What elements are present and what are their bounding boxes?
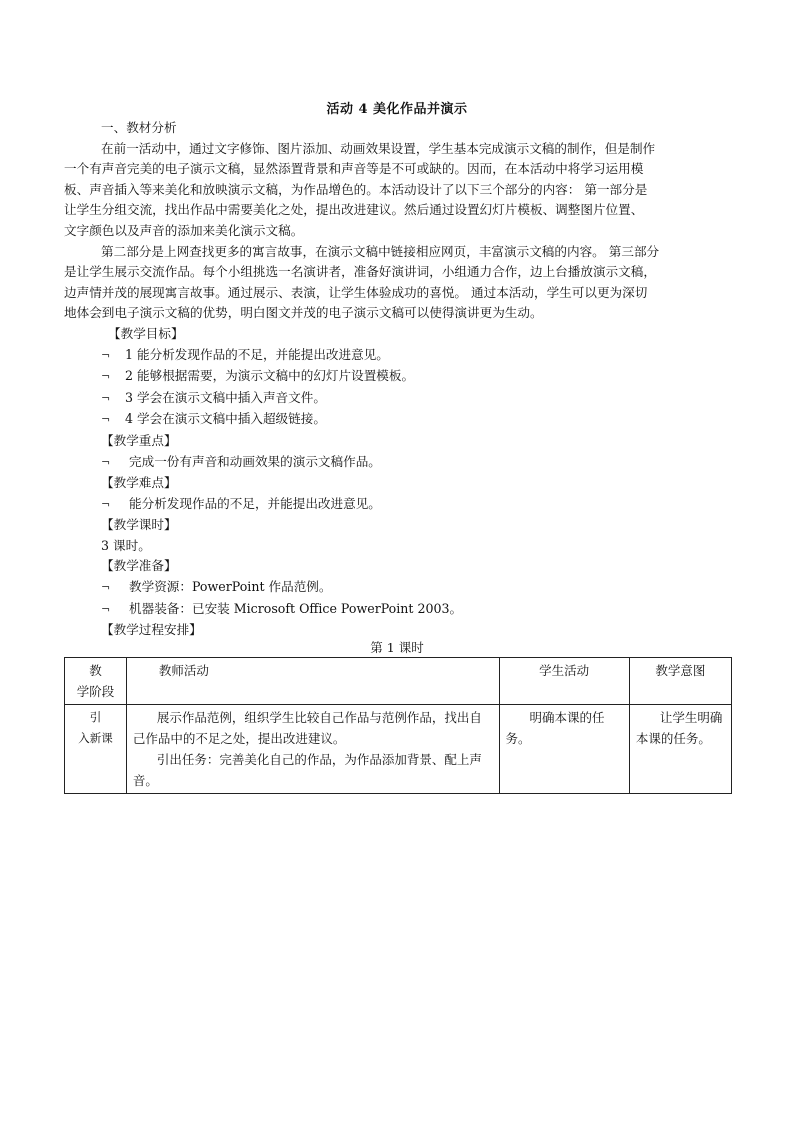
paragraph-line: 板、声音插入等来美化和放映演示文稿，为作品增色的。本活动设计了以下三个部分的内容： 第一部分是 [64,181,648,197]
cell-teacher-p2: 引出任务：完善美化自己的作品，为作品添加背景、配上声音。 [132,752,482,788]
document-body [64,118,732,641]
key-point-text: 完成一份有声音和动画效果的演示文稿作品。 [129,453,381,469]
preparation-heading: 【教学准备】 [101,558,177,574]
paragraph-line: 一个有声音完美的电子演示文稿，显然添置背景和声音等是不可或缺的。因而，在本活动中将学习运用模 [64,161,644,177]
cell-stage [65,705,127,794]
paragraph-line: 地体会到电子演示文稿的优势，明白图文并茂的电子演示文稿可以使得演讲更为生动。 [64,305,543,321]
preparation-text: 教学资源：PowerPoint 作品范例。 [129,579,332,595]
bullet-icon: ¬ [101,455,111,469]
goal-item [64,388,732,410]
goal-text: 1 能分析发现作品的不足，并能提出改进意见。 [125,346,389,362]
key-point-item [64,452,732,474]
goal-text: 2 能够根据需要，为演示文稿中的幻灯片设置模板。 [125,368,415,384]
cell-teacher [126,705,499,794]
process-heading: 【教学过程安排】 [101,622,202,638]
paragraph-line: 第二部分是上网查找更多的寓言故事，在演示文稿中链接相应网页，丰富演示文稿的内容。 第三部分 [101,243,660,259]
goal-item [64,409,732,431]
bullet-icon: ¬ [101,602,111,616]
table-header-row [65,658,732,705]
header-intent: 教学意图 [629,658,731,705]
bullet-icon: ¬ [101,413,111,427]
header-stage [65,658,127,705]
cell-intent: 让学生明确本课的任务。 [629,705,731,794]
preparation-item [64,599,732,621]
lesson-table [64,657,732,794]
key-points-heading: 【教学重点】 [101,432,177,448]
hours-text: 3 课时。 [101,537,151,553]
cell-student: 明确本课的任务。 [499,705,629,794]
goal-text: 3 学会在演示文稿中插入声音文件。 [125,389,326,405]
paragraph-1 [64,139,732,242]
cell-stage-line1: 引 [89,710,102,724]
difficulty-item [64,494,732,516]
goal-item [64,366,732,388]
goal-text: 4 学会在演示文稿中插入超级链接。 [125,411,326,427]
bullet-icon: ¬ [101,497,111,511]
bullet-icon: ¬ [101,581,111,595]
bullet-icon: ¬ [101,348,111,362]
paragraph-line: 文字颜色以及声音的添加来美化演示文稿。 [64,222,304,238]
goal-item [64,345,732,367]
header-stage-line2: 学阶段 [76,684,115,699]
preparation-item [64,577,732,599]
difficulty-text: 能分析发现作品的不足，并能提出改进意见。 [129,495,381,511]
section-heading-analysis: 一、教材分析 [101,120,177,135]
preparation-text: 机器装备：已安装 Microsoft Office PowerPoint 2003。 [129,600,463,616]
document-title: 活动 4 美化作品并演示 [326,102,468,117]
header-student: 学生活动 [499,658,629,705]
paragraph-line: 让学生分组交流，找出作品中需要美化之处，提出改进建议。然后通过设置幻灯片模板、调整图片位置、 [64,202,644,218]
difficulties-heading: 【教学难点】 [101,475,177,491]
cell-teacher-p1: 展示作品范例，组织学生比较自己作品与范例作品，找出自己作品中的不足之处，提出改进建议。 [132,710,482,746]
paragraph-line: 是让学生展示交流作品。每个小组挑选一名演讲者，准备好演讲词，小组通力合作，边上台播放演示文稿， [64,264,656,280]
goals-heading: 【教学目标】 [108,325,184,341]
lesson-caption: 第 1 课时 [370,640,424,655]
header-teacher: 教师活动 [126,658,499,705]
table-row [65,705,732,794]
header-stage-line1: 教 [89,663,102,678]
bullet-icon: ¬ [101,391,111,405]
cell-stage-line2: 入新课 [78,731,113,745]
hours-heading: 【教学课时】 [101,517,177,533]
paragraph-line: 边声情并茂的展现寓言故事。通过展示、表演，让学生体验成功的喜悦。 通过本活动，学生可以更为深切 [64,284,648,300]
paragraph-2 [64,242,732,324]
bullet-icon: ¬ [101,370,111,384]
paragraph-line: 在前一活动中，通过文字修饰、图片添加、动画效果设置，学生基本完成演示文稿的制作，但是制作 [101,140,656,156]
